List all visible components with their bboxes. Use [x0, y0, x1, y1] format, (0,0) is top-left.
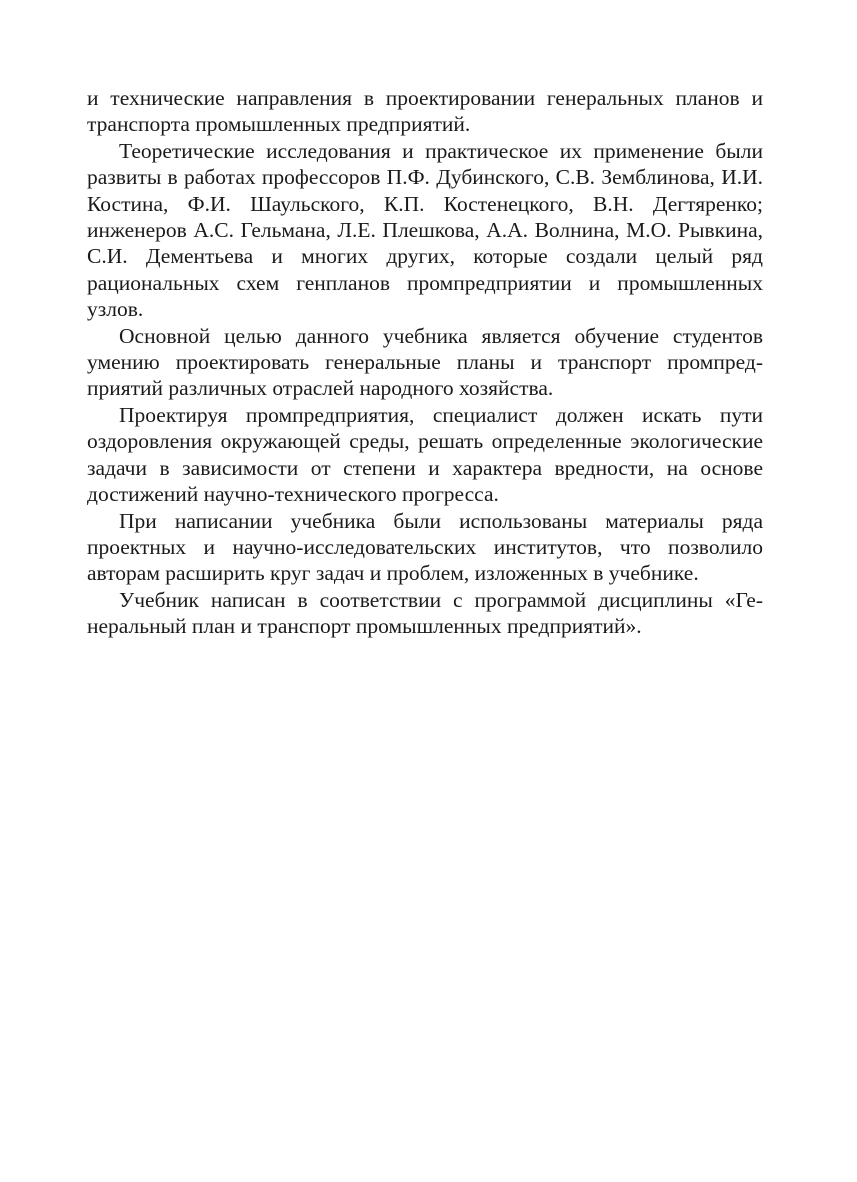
- paragraph-ecology: Проектируя промпредприятия, специалист должен искать пути оздоровления окружающей среды, решать определенные экологические задачи в зависимости от степени и характера вредности, на основе достижений научно-технического прогресса.: [87, 402, 763, 507]
- paragraph-program: Учебник написан в соответствии с программой дисциплины «Генеральный план и транспорт промышленных предприятий».: [87, 587, 763, 639]
- page-body: [87, 85, 763, 640]
- paragraph-research: Теоретические исследования и практическое их применение были развиты в работах профессоров П.Ф. Дубинского, С.В. Земблинова, И.И. Костина, Ф.И. Шаульского, К.П. Костенецкого, В.Н. Дегтяренко; инженеров А.С. Гельмана, Л.Е. Плешкова, А.А. Волнина, М.О. Рывкина, С.И. Дементьева и многих других, которые создали целый ряд рациональных схем генпланов промпредприятии и промышленных узлов.: [87, 138, 763, 322]
- paragraph-continuation: и технические направления в проектировании генеральных планов и транспорта промышленных предприятий.: [87, 86, 763, 137]
- paragraph-goal: Основной целью данного учебника является обучение студентов умению проектировать генеральные планы и транспорт промпредприятий различных отраслей народного хозяйства.: [87, 323, 763, 401]
- paragraph-materials: При написании учебника были использованы материалы ряда проектных и научно-исследовательских институтов, что позволило авторам расширить круг задач и проблем, изложенных в учебнике.: [87, 508, 763, 586]
